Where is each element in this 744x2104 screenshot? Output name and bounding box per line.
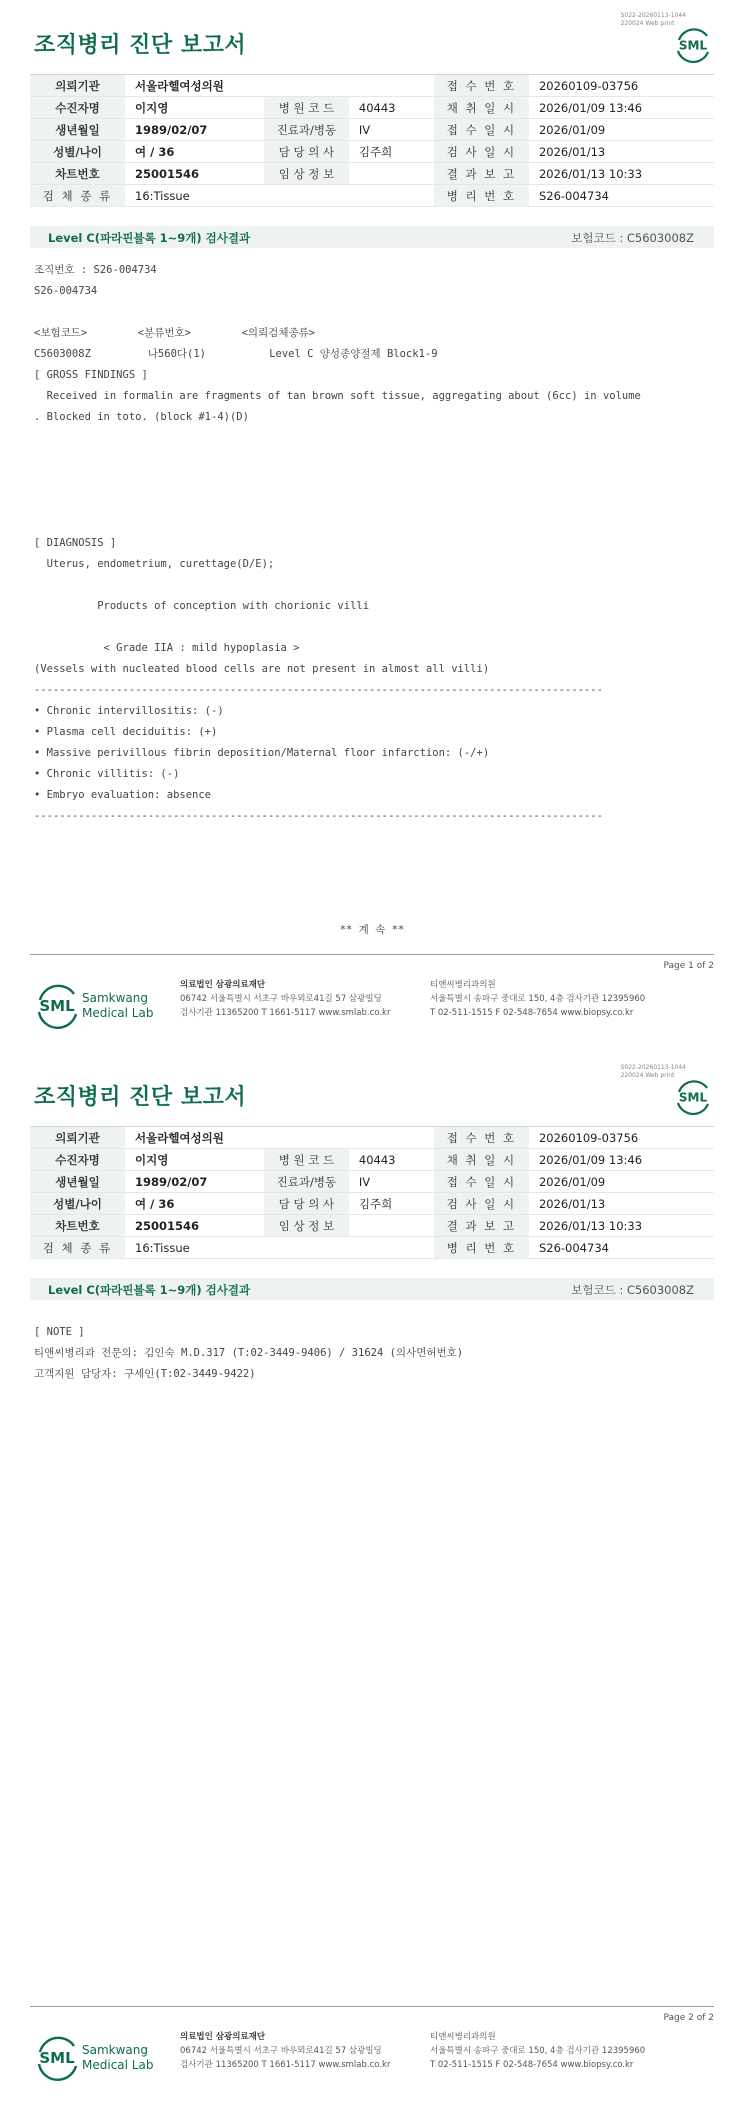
report-line: S26-004734 (34, 285, 98, 297)
svg-text:Medical Lab: Medical Lab (82, 2058, 154, 2072)
report-line: 티앤씨병리과 전문의: 김인숙 M.D.317 (T:02-3449-9406) / 31624 (의사면허번호) (34, 1347, 464, 1359)
level-title: Level C(파라핀블록 1~9개) 검사결과 (48, 231, 251, 245)
report-line: 고객지원 담당자: 구세인(T:02-3449-9422) (34, 1368, 256, 1380)
info-row: 성별/나이 여 / 36 담 당 의 사 김주희 검 사 일 시 2026/01/13 (30, 1193, 714, 1215)
report-line: • Chronic intervillositis: (-) (34, 705, 224, 717)
report-body (34, 260, 714, 827)
info-row: 검 체 종 류 16:Tissue 병 리 번 호 S26-004734 (30, 185, 714, 207)
page-number: Page 2 of 2 (663, 2013, 714, 2023)
page-number: Page 1 of 2 (663, 961, 714, 971)
svg-text:SML: SML (678, 1090, 708, 1105)
info-row: 수진자명 이지영 병 원 코 드 40443 채 취 일 시 2026/01/09 13:46 (30, 1149, 714, 1171)
info-row: 차트번호 25001546 임 상 정 보 결 과 보 고 2026/01/13 10:33 (30, 163, 714, 185)
footer-divider (30, 954, 714, 955)
insurance-code: 보험코드 : C5603008Z (571, 1283, 694, 1297)
svg-text:Samkwang: Samkwang (82, 2043, 148, 2057)
report-line (34, 302, 714, 323)
report-line: C5603008Z 나560다(1) Level C 양성종양절제 Block1-9 (34, 348, 438, 360)
report-line: • Chronic villitis: (-) (34, 768, 180, 780)
value-requesting-org: 서울라헬여성의원 (125, 75, 434, 97)
report-title: 조직병리 진단 보고서 (34, 1085, 247, 1110)
report-line: 조직번호 : S26-004734 (34, 264, 157, 276)
report-line: Products of conception with chorionic villi (34, 600, 370, 612)
report-title: 조직병리 진단 보고서 (34, 33, 247, 58)
patient-info-table (30, 74, 714, 207)
info-row: 검 체 종 류 16:Tissue 병 리 번 호 S26-004734 (30, 1237, 714, 1259)
footer-divider (30, 2006, 714, 2007)
label-accession-no: 접 수 번 호 (434, 75, 529, 97)
level-bar (30, 1278, 714, 1300)
value-accession-no: 20260109-03756 (529, 75, 714, 97)
samkwang-logo-icon (36, 2032, 176, 2082)
report-line: <보험코드> <분류번호> <의뢰검체종류> (34, 327, 316, 339)
svg-text:Medical Lab: Medical Lab (82, 1006, 154, 1020)
info-row: 성별/나이 여 / 36 담 당 의 사 김주희 검 사 일 시 2026/01/13 (30, 141, 714, 163)
report-line: Received in formalin are fragments of tan brown soft tissue, aggregating about (6cc) in volume (34, 390, 641, 402)
report-line: [ DIAGNOSIS ] (34, 537, 117, 549)
report-line (34, 491, 714, 512)
print-meta: S022-20260113-1044 220024 Web print (620, 12, 686, 27)
patient-info-table (30, 1126, 714, 1259)
report-line (34, 449, 714, 470)
report-line: . Blocked in toto. (block #1-4)(D) (34, 411, 249, 423)
sml-logo-icon (674, 26, 712, 64)
report-line (34, 575, 714, 596)
report-line: Uterus, endometrium, curettage(D/E); (34, 558, 275, 570)
report-line: [ GROSS FINDINGS ] (34, 369, 148, 381)
footer-pathology-info: 티앤씨병리과의원 서울특별시 송파구 중대로 150, 4층 검사기관 12395960 T 02-511-1515 F 02-548-7654 www.biopsy.co.kr (430, 980, 646, 1018)
svg-text:SML: SML (39, 2049, 75, 2067)
svg-text:SML: SML (39, 997, 75, 1015)
footer-lab-info: 의료법인 삼광의료재단 06742 서울특별시 서초구 바우뫼로41길 57 삼광빌딩 검사기관 11365200 T 1661-5117 www.smlab.co.kr (180, 980, 391, 1018)
info-row: 의뢰기관 서울라헬여성의원 접 수 번 호 20260109-03756 (30, 1127, 714, 1149)
footer-pathology-info: 티앤씨병리과의원 서울특별시 송파구 중대로 150, 4층 검사기관 12395960 T 02-511-1515 F 02-548-7654 www.biopsy.co.kr (430, 2032, 646, 2070)
report-line: • Embryo evaluation: absence (34, 789, 212, 801)
info-row: 생년월일 1989/02/07 진료과/병동 IV 접 수 일 시 2026/01/09 (30, 119, 714, 141)
info-row: 수진자명 이지영 병 원 코 드 40443 채 취 일 시 2026/01/09 13:46 (30, 97, 714, 119)
label-requesting-org: 의뢰기관 (30, 75, 125, 97)
footer-lab-info: 의료법인 삼광의료재단 06742 서울특별시 서초구 바우뫼로41길 57 삼광빌딩 검사기관 11365200 T 1661-5117 www.smlab.co.kr (180, 2032, 391, 2070)
report-line: • Massive perivillous fibrin deposition/Maternal floor infarction: (-/+) (34, 747, 490, 759)
samkwang-logo-icon (36, 980, 176, 1030)
insurance-code: 보험코드 : C5603008Z (571, 231, 694, 245)
level-bar (30, 226, 714, 248)
report-line: ------------------------------------------------------------------------------------------ (34, 684, 603, 696)
report-line: [ NOTE ] (34, 1326, 85, 1338)
report-line (34, 512, 714, 533)
svg-text:Samkwang: Samkwang (82, 991, 148, 1005)
note-body (34, 1322, 714, 1385)
report-line (34, 617, 714, 638)
report-line: < Grade IIA : mild hypoplasia > (34, 642, 300, 654)
report-page-2 (0, 1052, 744, 2104)
report-line: • Plasma cell deciduitis: (+) (34, 726, 218, 738)
report-line: ------------------------------------------------------------------------------------------ (34, 810, 603, 822)
continued-marker: ** 계 속 ** (339, 924, 405, 936)
info-row: 차트번호 25001546 임 상 정 보 결 과 보 고 2026/01/13 10:33 (30, 1215, 714, 1237)
info-row: 생년월일 1989/02/07 진료과/병동 IV 접 수 일 시 2026/01/09 (30, 1171, 714, 1193)
svg-text:SML: SML (678, 38, 708, 53)
report-line: (Vessels with nucleated blood cells are not present in almost all villi) (34, 663, 490, 675)
report-line (34, 470, 714, 491)
info-row (30, 75, 714, 97)
level-title: Level C(파라핀블록 1~9개) 검사결과 (48, 1283, 251, 1297)
sml-logo-icon (674, 1078, 712, 1116)
report-line (34, 428, 714, 449)
value-patient-name: 이지영 (125, 97, 264, 119)
print-meta: S022-20260113-1044 220024 Web print (620, 1064, 686, 1079)
